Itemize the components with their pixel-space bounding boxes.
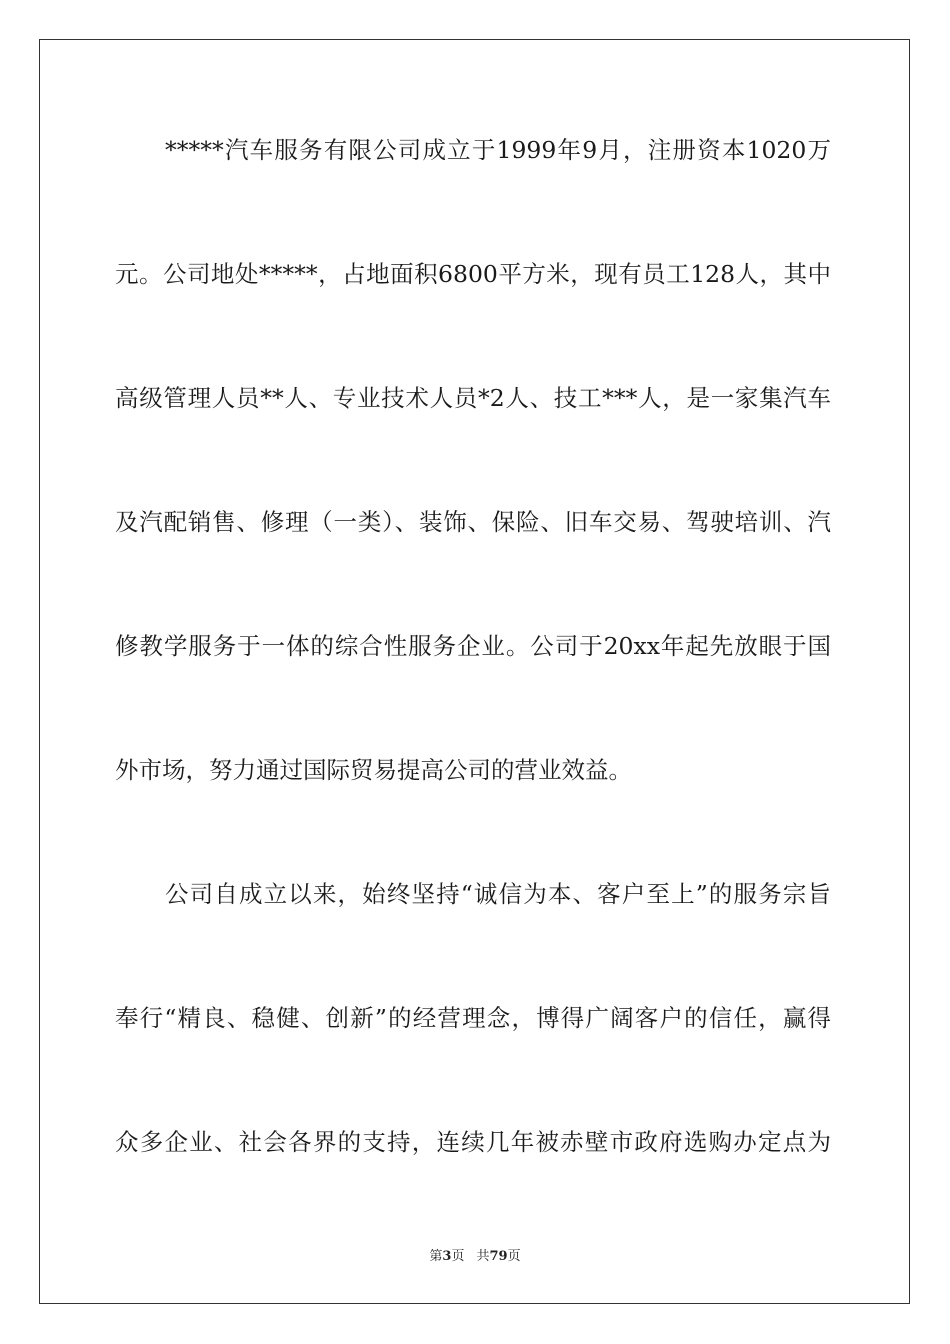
paragraph-2-line-1: 公司自成立以来，始终坚持“诚信为本、客户至上”的服务宗旨 — [165, 880, 831, 908]
paragraph-2-line-3: 众多企业、社会各界的支持，连续几年被赤壁市政府选购办定点为 — [115, 1128, 831, 1156]
footer-page-suffix: 页 — [451, 1249, 465, 1264]
footer-total-suffix: 页 — [507, 1249, 521, 1264]
footer-page-prefix: 第 — [429, 1249, 443, 1264]
footer-page-number: 3 — [442, 1249, 452, 1264]
paragraph-2-line-2: 奉行“精良、稳健、创新”的经营理念，博得广阔客户的信任，赢得 — [115, 1004, 831, 1032]
paragraph-1-line-2: 元。公司地处*****，占地面积6800平方米，现有员工128人，其中 — [115, 260, 831, 288]
page-border — [39, 39, 910, 1304]
paragraph-1-line-3: 高级管理人员**人、专业技术人员*2人、技工***人，是一家集汽车 — [115, 384, 831, 412]
paragraph-1-line-5: 修教学服务于一体的综合性服务企业。公司于20xx年起先放眼于国 — [115, 632, 831, 660]
paragraph-1-line-6: 外市场，努力通过国际贸易提高公司的营业效益。 — [115, 756, 632, 784]
paragraph-1-line-1: *****汽车服务有限公司成立于1999年9月，注册资本1020万 — [165, 136, 831, 164]
page-footer — [0, 1245, 950, 1264]
footer-total-pages: 79 — [489, 1249, 508, 1264]
paragraph-1-line-4: 及汽配销售、修理（一类）、装饰、保险、旧车交易、驾驶培训、汽 — [115, 508, 831, 536]
footer-total-prefix: 共 — [476, 1249, 490, 1264]
